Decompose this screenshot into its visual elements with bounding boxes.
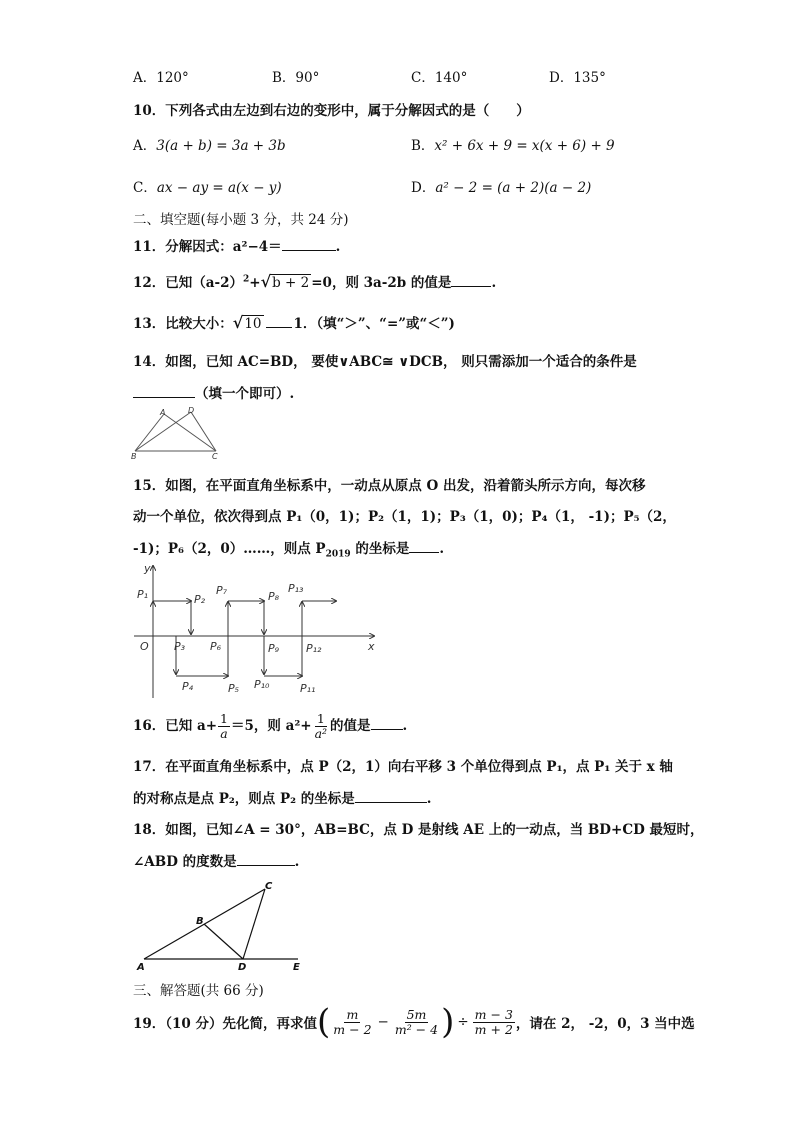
- fig18-label-c: C: [265, 881, 273, 892]
- q15-line3-text: -1)；P₆（2，0）……，则点 P: [133, 541, 326, 557]
- q17-line1: 17．在平面直角坐标系中，点 P（2，1）向右平移 3 个单位得到点 P₁，点 P₁ 关于 x 轴: [133, 759, 673, 775]
- fig15-p10: P₁₀: [254, 678, 270, 691]
- sqrt-icon: √: [260, 272, 272, 291]
- fig18-label-d: D: [238, 962, 247, 973]
- q16-frac2-num: 1: [316, 711, 325, 726]
- q19-divide: ÷: [457, 1014, 469, 1030]
- q16-blank: [371, 717, 403, 730]
- q19-pre: 19．（10 分）先化简，再求值: [133, 1016, 318, 1032]
- q19-fraction-3: [473, 1008, 515, 1037]
- figure-15: [128, 560, 388, 700]
- q16-pre: 16．已知 a+: [133, 718, 218, 734]
- q12-pre: 12．已知（a-2）: [133, 275, 244, 291]
- q10-option-c-label: C．: [133, 180, 157, 196]
- sqrt-icon: √: [232, 313, 244, 332]
- q15-line2: 动一个单位，依次得到点 P₁（0，1)；P₂（1，1)；P₃（1，0)；P₄（1， -1)；P₅（2，: [133, 509, 676, 525]
- fig15-p4: P₄: [182, 680, 194, 693]
- q13-blank: [266, 315, 292, 328]
- fig15-p12: P₁₂: [306, 642, 322, 655]
- fig14-label-a: A: [160, 408, 166, 417]
- q15-period: .: [439, 541, 445, 557]
- q16-mid: ＝5，则 a²+: [231, 718, 312, 734]
- q19-fraction-2: [393, 1008, 440, 1037]
- right-paren-icon: ): [441, 1002, 455, 1042]
- q15-line1: 15．如图，在平面直角坐标系中，一动点从原点 O 出发，沿着箭头所示方向，每次移: [133, 478, 646, 494]
- q18-line2: [133, 850, 299, 870]
- section-2-heading: 二、填空题(每小题 3 分，共 24 分): [133, 212, 349, 228]
- fig15-p5: P₅: [228, 682, 240, 695]
- q10-option-d-expr: a² − 2 = (a + 2)(a − 2): [435, 180, 592, 196]
- q16-frac1-den: a: [220, 726, 228, 741]
- fig15-p6: P₆: [210, 640, 222, 653]
- q13-pre: 13．比较大小：: [133, 316, 233, 332]
- q12-post: =0，则 3a-2b 的值是: [311, 275, 452, 291]
- q19-frac1-den: m − 2: [333, 1021, 372, 1037]
- q9-option-b: B．90°: [272, 70, 320, 86]
- q15-line3-end: 的坐标是: [350, 541, 410, 557]
- q16-fraction-1: [218, 712, 230, 741]
- fig18-label-b: B: [196, 916, 204, 927]
- q12: [133, 271, 496, 291]
- fig15-p2: P₂: [194, 593, 206, 606]
- fig18-segment-bd: [204, 924, 243, 959]
- q11-period: .: [335, 239, 341, 255]
- q19-frac2-den: m² − 4: [394, 1021, 439, 1037]
- q19-frac3-den: m + 2: [474, 1021, 513, 1037]
- q19-frac3-num: m − 3: [474, 1006, 513, 1022]
- q12-period: .: [491, 275, 497, 291]
- fig15-p8: P₈: [268, 590, 280, 603]
- section-3-heading: 三、解答题(共 66 分): [133, 983, 264, 999]
- figure-18: [136, 877, 311, 975]
- q10-option-a: [133, 134, 286, 154]
- fig14-segment-bd: [135, 412, 191, 451]
- q13-radicand: 10: [244, 316, 262, 332]
- q10-option-d: [411, 176, 591, 196]
- q10-option-a-label: A．: [133, 138, 157, 154]
- fig14-segment-ac: [164, 414, 216, 451]
- q18-line2-text: ∠ABD 的度数是: [133, 854, 237, 870]
- fig15-x-label: x: [368, 640, 375, 653]
- q9-option-d: D．135°: [549, 70, 606, 86]
- fig15-p1: P₁: [137, 588, 149, 601]
- fig15-p13: P₁₃: [288, 582, 304, 595]
- q17-line2-text: 的对称点是点 P₂，则点 P₂ 的坐标是: [133, 791, 355, 807]
- q18-line1: 18．如图，已知∠A = 30°，AB=BC，点 D 是射线 AE 上的一动点，当 BD+CD 最短时，: [133, 822, 704, 838]
- q17-blank: [355, 790, 427, 803]
- q12-radicand: b + 2: [272, 275, 310, 291]
- q14-line2-text: （填一个即可）.: [195, 386, 295, 402]
- q18-period: .: [294, 854, 300, 870]
- q16: [133, 712, 407, 741]
- q10-option-c: [133, 176, 282, 196]
- q11-blank: [282, 238, 336, 251]
- q12-blank: [451, 274, 491, 287]
- q11: [133, 235, 340, 255]
- q13-post: 1．（填“＞”、“=”或“＜”): [293, 316, 455, 332]
- q14-blank: [133, 385, 195, 398]
- q15-line3: [133, 537, 444, 560]
- q16-frac2-den: a²: [314, 726, 328, 741]
- q10-option-d-label: D．: [411, 180, 436, 196]
- q10-option-c-expr: ax − ay = a(x − y): [156, 180, 282, 196]
- q19-fraction-1: [331, 1008, 373, 1037]
- fig18-label-e: E: [293, 962, 300, 973]
- q16-frac1-num: 1: [220, 711, 228, 726]
- q16-post: 的值是: [330, 718, 371, 734]
- q12-sup: 2: [243, 274, 250, 285]
- q15-blank: [409, 540, 439, 553]
- fig15-p9: P₉: [268, 642, 280, 655]
- q13: [133, 312, 455, 332]
- fig14-label-b: B: [131, 452, 137, 460]
- q19-minus: −: [377, 1014, 389, 1030]
- q10-stem: 10．下列各式由左边到右边的变形中，属于分解因式的是（ ）: [133, 103, 530, 119]
- q14-line2: [133, 382, 294, 402]
- fig15-p3: P₃: [174, 640, 186, 653]
- fig14-label-d: D: [188, 406, 195, 415]
- q19-frac2-num: 5m: [406, 1006, 427, 1022]
- fig15-y-label: y: [144, 562, 151, 575]
- fig18-label-a: A: [137, 962, 145, 973]
- q10-option-b-expr: x² + 6x + 9 = x(x + 6) + 9: [434, 138, 615, 154]
- q17-line2: [133, 787, 431, 807]
- fig15-p11: P₁₁: [300, 682, 316, 695]
- fig15-origin-label: O: [140, 640, 149, 653]
- fig14-segment-dc: [191, 412, 216, 451]
- q9-option-a: A．120°: [133, 70, 189, 86]
- q19-post: ，请在 2， -2，0，3 当中选: [515, 1016, 695, 1032]
- q10-option-b-label: B．: [411, 138, 435, 154]
- q18-blank: [237, 853, 295, 866]
- q16-fraction-2: [313, 712, 329, 741]
- figure-14: [128, 404, 223, 460]
- fig14-label-c: C: [212, 452, 218, 460]
- q16-period: .: [402, 718, 408, 734]
- left-paren-icon: (: [317, 1002, 331, 1042]
- fig15-p7: P₇: [216, 584, 228, 597]
- q10-option-b: [411, 134, 615, 154]
- q9-option-c: C．140°: [411, 70, 468, 86]
- q11-text: 11．分解因式：a²−4＝: [133, 239, 282, 255]
- fig14-segment-ab: [135, 414, 164, 451]
- q15-subscript: 2019: [325, 549, 351, 560]
- q10-option-a-expr: 3(a + b) = 3a + 3b: [156, 138, 286, 154]
- q17-period: .: [426, 791, 432, 807]
- q19: [133, 1002, 695, 1042]
- q12-plus: +: [249, 275, 261, 291]
- q14-line1: 14．如图，已知 AC=BD， 要使∨ABC≅ ∨DCB， 则只需添加一个适合的条件是: [133, 354, 637, 370]
- q19-frac1-num: m: [346, 1006, 359, 1022]
